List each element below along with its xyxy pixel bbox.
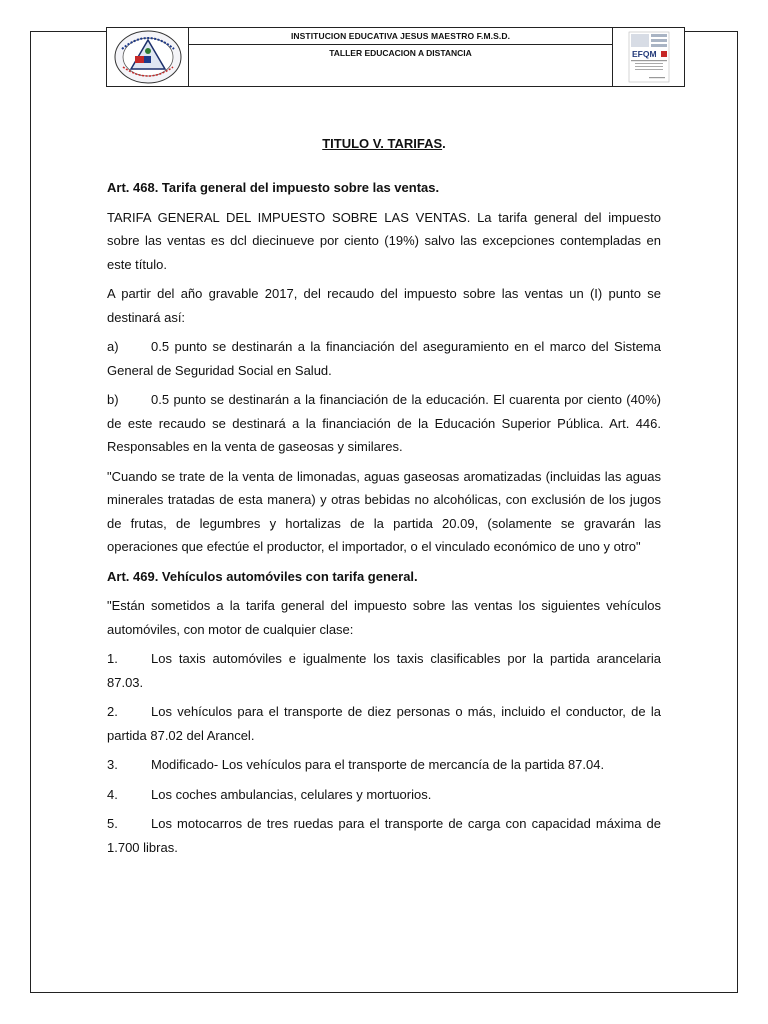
- efqm-logo: [627, 31, 671, 83]
- document-header: [106, 27, 685, 87]
- item-label: b): [107, 392, 119, 407]
- item-label: 4.: [107, 786, 118, 802]
- item-label: a): [107, 339, 119, 354]
- school-seal-logo: [113, 29, 183, 85]
- item-label: 3.: [107, 757, 118, 772]
- item-text: Los taxis automóviles e igualmente los taxis clasificables por la partida arancelaria 87.03.: [107, 651, 661, 690]
- item-label: 5.: [107, 816, 118, 831]
- efqm-logo-text: EFQM: [631, 49, 657, 59]
- section-heading-text: TITULO V. TARIFAS: [322, 136, 443, 151]
- workshop-subtitle: TALLER EDUCACION A DISTANCIA: [329, 48, 472, 58]
- article-468-item-b: [107, 388, 661, 459]
- item-label: 2.: [107, 704, 118, 719]
- school-logo-cell: [107, 28, 189, 86]
- item-text: 0.5 punto se destinarán a la financiación de la educación. El cuarenta por ciento (40%) de este recaudo se destinará a la financiación de la Educación Superior Pública. Art. 446. Responsables en la venta de gaseosas y similares.: [107, 392, 661, 454]
- document-body: [107, 128, 661, 865]
- header-title-cell: [189, 28, 612, 86]
- efqm-logo-cell: [612, 28, 684, 86]
- article-469-item-4: [107, 783, 661, 807]
- article-469-intro: "Están sometidos a la tarifa general del impuesto sobre las ventas los siguientes vehículos automóviles, con motor de cualquier clase:: [107, 598, 661, 637]
- article-468-quote: "Cuando se trate de la venta de limonadas, aguas gaseosas aromatizadas (incluidas las aguas minerales tratadas de esta manera) y otras bebidas no alcohólicas, con exclusión de los jugos de frutas, de legumbres y hortalizas de la partida 20.09, (solamente se gravarán las operaciones que efectúe el productor, el importador, o el vinculado económico de uno y otro": [107, 468, 661, 554]
- article-469-item-5: [107, 812, 661, 859]
- article-468-item-a: [107, 335, 661, 382]
- item-text: Los vehículos para el transporte de diez personas o más, incluido el conductor, de la partida 87.02 del Arancel.: [107, 704, 661, 743]
- item-text: Los coches ambulancias, celulares y mortuorios.: [151, 786, 432, 802]
- section-heading: [107, 128, 661, 176]
- section-heading-suffix: .: [442, 136, 446, 151]
- article-468-paragraph-1: TARIFA GENERAL DEL IMPUESTO SOBRE LAS VENTAS. La tarifa general del impuesto sobre las ventas es dcl diecinueve por ciento (19%) salvo las excepciones contempladas en este título.: [107, 209, 661, 272]
- article-469-title: Art. 469. Vehículos automóviles con tarifa general.: [107, 568, 418, 584]
- article-468-title: Art. 468. Tarifa general del impuesto sobre las ventas.: [107, 180, 440, 195]
- article-469-item-1: [107, 647, 661, 694]
- item-text: 0.5 punto se destinarán a la financiación del aseguramiento en el marco del Sistema General de Seguridad Social en Salud.: [107, 339, 661, 378]
- institution-name: INSTITUCION EDUCATIVA JESUS MAESTRO F.M.S.D.: [189, 28, 612, 45]
- item-text: Los motocarros de tres ruedas para el transporte de carga con capacidad máxima de 1.700 libras.: [107, 816, 661, 855]
- article-468-paragraph-2: A partir del año gravable 2017, del recaudo del impuesto sobre las ventas un (I) punto se destinará así:: [107, 286, 661, 325]
- item-label: 1.: [107, 651, 118, 666]
- article-469-item-2: [107, 700, 661, 747]
- article-469-item-3: [107, 753, 661, 777]
- item-text: Modificado- Los vehículos para el transporte de mercancía de la partida 87.04.: [151, 757, 605, 772]
